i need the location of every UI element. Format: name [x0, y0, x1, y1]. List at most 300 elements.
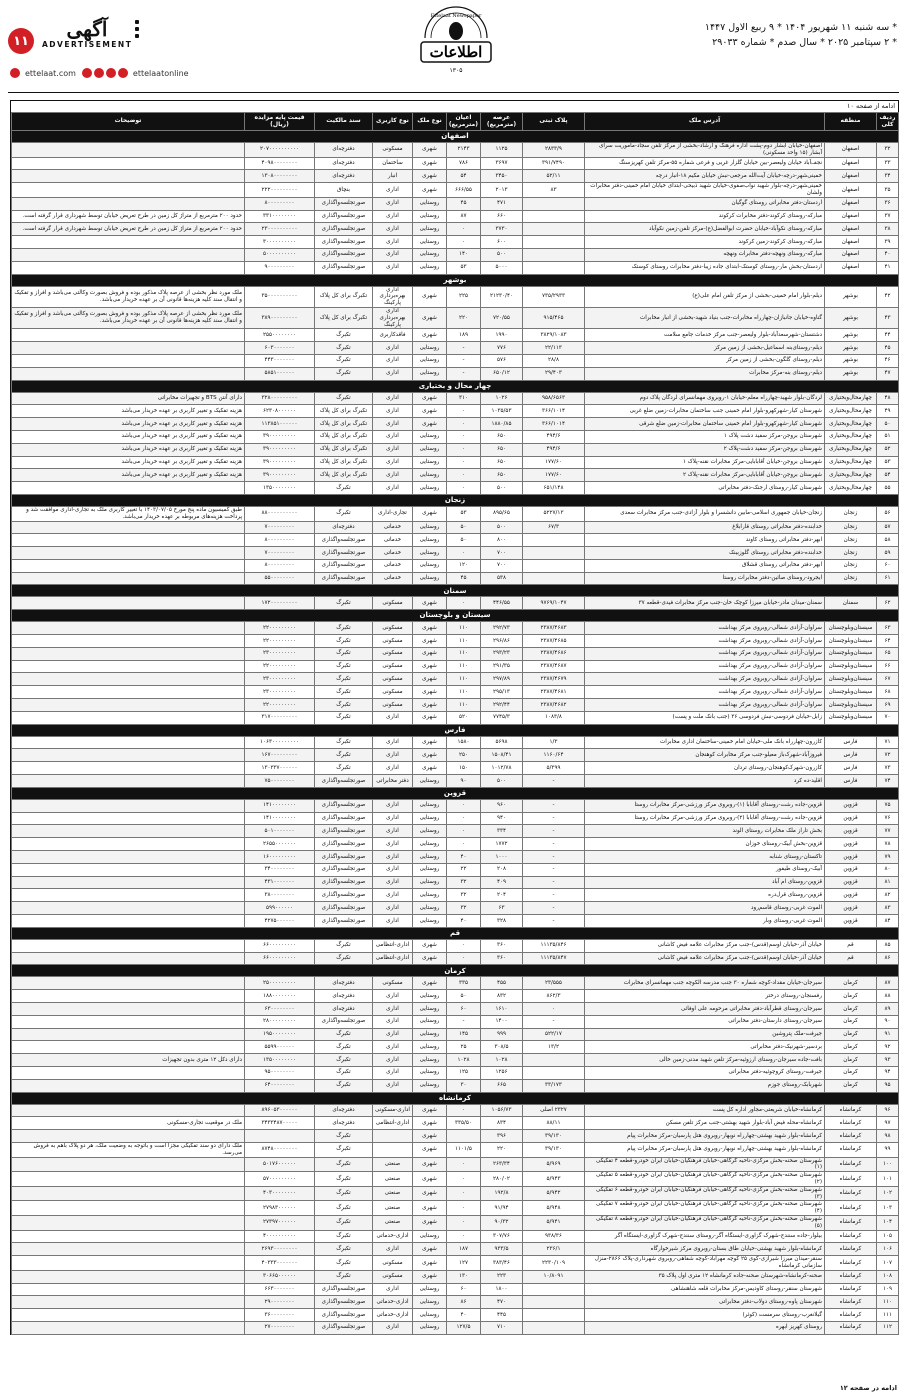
cell-building-area: ۲۵۰ — [447, 749, 481, 762]
table-row — [12, 1015, 899, 1028]
cell-row-number: ۳۶ — [877, 197, 899, 210]
cell-base-price: ۲۹۰۰۰۰۰۰۰۰ — [245, 1296, 315, 1309]
table-row — [12, 673, 899, 686]
table-row — [12, 236, 899, 249]
cell-notes — [12, 1256, 245, 1271]
cell-land-area: ۶۶۰ — [481, 210, 523, 223]
cell-property-type: روستایی — [413, 534, 447, 547]
table-row — [12, 1243, 899, 1256]
cell-notes — [12, 143, 245, 158]
cell-registration-plate: ۸۳ — [523, 183, 585, 198]
cell-address: شهرستان صحنه-بخش مرکزی-ناحیه گرگاهی-خیابان فرهنگیان-خیابان ایران خودرو-قطعه ۶ تفکیکی (۳) — [585, 1186, 825, 1201]
cell-land-use: اداری — [373, 367, 413, 380]
cell-land-area: ۷۰۰ — [481, 559, 523, 572]
cell-land-use: اداری-خدماتی — [373, 1230, 413, 1243]
cell-deed-type: صورتجلسه‌واگذاری — [315, 261, 373, 274]
cell-land-use: دفتر مخابراتی — [373, 775, 413, 788]
cell-row-number: ۸۳ — [877, 902, 899, 915]
cell-land-use: مسکونی — [373, 686, 413, 699]
cell-land-area: ۱۷۷۲ — [481, 838, 523, 851]
cell-deed-type: تکبرگ — [315, 1256, 373, 1271]
cell-notes: ملک دارای دو سند تفکیکی مجزا است و باتوجه به وضعیت ملک، هر دو پلاک باهم به فروش می‌رسد. — [12, 1142, 245, 1157]
cell-notes: حدود ۲۰۰ مترمربع از متراژ کل زمین در طرح تعریض خیابان توسط شهرداری قرار گرفته است. — [12, 210, 245, 223]
cell-land-use: اداری — [373, 223, 413, 236]
cell-base-price: ۲۲۰۰۰۰۰۰۰۰۰ — [245, 622, 315, 635]
cell-row-number: ۸۰ — [877, 863, 899, 876]
cell-building-area: ۰ — [447, 430, 481, 443]
cell-land-use: اداری — [373, 236, 413, 249]
cell-land-use: مسکونی — [373, 647, 413, 660]
table-row — [12, 1054, 899, 1067]
cell-registration-plate: ۲۳۸۷/۴۶۸۵ — [523, 635, 585, 648]
cell-address: شهرستان صحنه-بخش مرکزی-ناحیه گرگاهی-خیابان فرهنگیان-خیابان ایران خودرو-قطعه ۸ تفکیکی (۵) — [585, 1215, 825, 1230]
cell-region: اصفهان — [825, 170, 877, 183]
cell-address: مبارکه-روستای نکوآباد-خیابان حضرت ابوالفضل(ع)-مرکز تلفن-زمین نکوآباد — [585, 223, 825, 236]
cell-region: قم — [825, 939, 877, 952]
cell-base-price: ۳۹۰۰۰۰۰۰۰۰۰ — [245, 443, 315, 456]
cell-building-area: ۴۰ — [447, 915, 481, 928]
col-land-use-header: نوع کاربری — [373, 113, 413, 131]
cell-notes — [12, 736, 245, 749]
cell-address: اصفهان-خیابان آبشار دوم-پشت اداره فرهنگ و ارشاد-بخشی از مرکز تلفن سجاد-ماموریت سرای آبشار (۱۵ واحد مسکونی) — [585, 143, 825, 158]
cell-notes — [12, 1130, 245, 1143]
cell-registration-plate: ۲۳۶/۱ — [523, 1243, 585, 1256]
cell-building-area: ۲۲۰ — [447, 307, 481, 328]
cell-registration-plate — [523, 261, 585, 274]
cell-building-area: ۰ — [447, 469, 481, 482]
cell-address: قزوین-روستای ام آباد — [585, 876, 825, 889]
cell-base-price: ۸۰۰۰۰۰۰۰۰۰ — [245, 559, 315, 572]
table-row — [12, 534, 899, 547]
section-header-row — [12, 274, 899, 286]
cell-land-area: ۲۸۰/۰۲ — [481, 1172, 523, 1187]
cell-base-price: ۱۳۵۰۰۰۰۰۰۰۰ — [245, 482, 315, 495]
cell-base-price: ۵۵۹۹۰۰۰۰۰۰ — [245, 1041, 315, 1054]
cell-deed-type: دفترچه‌ای — [315, 521, 373, 534]
cell-row-number: ۴۵ — [877, 342, 899, 355]
cell-building-area: ۴۵ — [447, 197, 481, 210]
cell-row-number: ۷۳ — [877, 762, 899, 775]
cell-base-price: ۲۲۰۰۰۰۰۰۰۰۰ — [245, 660, 315, 673]
table-row — [12, 248, 899, 261]
cell-base-price: ۱۷۲۰۰۰۰۰۰۰۰۰ — [245, 597, 315, 610]
youtube-icon[interactable] — [106, 68, 116, 78]
cell-land-area: ۲۹۵/۱۳ — [481, 686, 523, 699]
cell-property-type: شهری — [413, 1157, 447, 1172]
cell-address: بخش تاراز ملک مخابرات روستای الوند — [585, 825, 825, 838]
cell-notes: هزینه تفکیک و تغییر کاربری بر عهده خریدار می‌باشد — [12, 456, 245, 469]
cell-land-use: اداری — [373, 183, 413, 198]
cell-deed-type: تکبرگ برای کل پلاک — [315, 286, 373, 307]
cell-land-use: مسکونی — [373, 143, 413, 158]
cell-land-use — [373, 1142, 413, 1157]
cell-registration-plate: ۸۸/۱۱ — [523, 1117, 585, 1130]
cell-notes: دارای دکل ۱۲ متری بدون تجهیزات — [12, 1054, 245, 1067]
cell-land-use: اداری بهره‌برداری پارکینگ — [373, 307, 413, 328]
col-row-number-header: ردیف کلی — [877, 113, 899, 131]
cell-land-use: اداری — [373, 1054, 413, 1067]
cell-address: خدابنده-دفتر مخابراتی روستای قارابلاغ — [585, 521, 825, 534]
cell-land-area: ۱۱۲۵ — [481, 143, 523, 158]
cell-row-number: ۱۱۲ — [877, 1321, 899, 1334]
table-row — [12, 1104, 899, 1117]
table-row — [12, 1309, 899, 1322]
cell-base-price: ۳۴۰۰۰۰۰۰۰۰ — [245, 863, 315, 876]
table-row — [12, 143, 899, 158]
cell-address: ابهر-دفتر مخابراتی روستای کاوند — [585, 534, 825, 547]
cell-row-number: ۴۹ — [877, 405, 899, 418]
cell-deed-type: تکبرگ — [315, 711, 373, 724]
cell-deed-type: تکبرگ — [315, 647, 373, 660]
cell-building-area: ۰ — [447, 405, 481, 418]
website-text[interactable]: ettelaat.com — [25, 68, 76, 78]
cell-row-number: ۴۰ — [877, 248, 899, 261]
cell-row-number: ۵۶ — [877, 506, 899, 521]
cell-registration-plate: ۵/۹۴۸ — [523, 1201, 585, 1216]
cell-registration-plate — [523, 1296, 585, 1309]
cell-property-type: شهری — [413, 1186, 447, 1201]
cell-land-use: ساختمان — [373, 157, 413, 170]
cell-base-price: ۳۸۰۰۰۰۰۰۰۰ — [245, 889, 315, 902]
cell-property-type: شهری — [413, 170, 447, 183]
cell-registration-plate — [523, 197, 585, 210]
cell-property-type: روستایی — [413, 851, 447, 864]
cell-land-use: مسکونی — [373, 699, 413, 712]
cell-registration-plate: ۳۳/۱۷۳ — [523, 1079, 585, 1092]
cell-address: سراوان-آزادی شمالی-روبروی مرکز بهداشت — [585, 622, 825, 635]
cell-deed-type: تکبرگ — [315, 1054, 373, 1067]
cell-deed-type: بنچاق — [315, 183, 373, 198]
cell-land-use: اداری — [373, 990, 413, 1003]
cell-land-use: اداری-خدماتی — [373, 1296, 413, 1309]
cell-notes — [12, 534, 245, 547]
cell-address: کرمانشاه-بلوار شهید بهشتی-چهارراه نوبهار-روبروی هتل پارسیان-مرکز مخابرات پیام — [585, 1142, 825, 1157]
web-icon[interactable] — [10, 68, 20, 78]
cell-region: سمنان — [825, 597, 877, 610]
cell-property-type: روستایی — [413, 775, 447, 788]
cell-notes — [12, 559, 245, 572]
cell-region: چهارمحال‌وبختیاری — [825, 469, 877, 482]
table-row — [12, 699, 899, 712]
cell-base-price: ۲۷۳۹۷۰۰۰۰۰۰ — [245, 1215, 315, 1230]
section-title: سمنان — [12, 585, 899, 597]
cell-region: سیستان‌وبلوچستان — [825, 711, 877, 724]
cell-notes — [12, 635, 245, 648]
cell-registration-plate: ۲۳۲۷ اصلی — [523, 1104, 585, 1117]
table-row — [12, 1130, 899, 1143]
cell-notes: حدود ۲۰۰ مترمربع از متراژ کل زمین در طرح تعریض خیابان توسط شهرداری قرار گرفته است. — [12, 223, 245, 236]
cell-building-area: ۰ — [447, 597, 481, 610]
cell-property-type: روستایی — [413, 1079, 447, 1092]
cell-notes — [12, 1028, 245, 1041]
cell-property-type: روستایی — [413, 838, 447, 851]
cell-land-use: انبار — [373, 170, 413, 183]
cell-land-use: اداری — [373, 889, 413, 902]
cell-property-type: روستایی — [413, 1230, 447, 1243]
social-handle[interactable]: ettelaatonline — [132, 68, 189, 78]
cell-row-number: ۵۳ — [877, 456, 899, 469]
cell-property-type: شهری — [413, 157, 447, 170]
cell-registration-plate: ۰ — [523, 1003, 585, 1016]
cell-base-price: ۲۳۰۰۰۰۰۰۰۰۰ — [245, 686, 315, 699]
cell-region: کرمانشاه — [825, 1130, 877, 1143]
cell-land-use: اداری — [373, 863, 413, 876]
cell-row-number: ۶۱ — [877, 572, 899, 585]
cell-land-area: ۱۸۸۰/۸۵ — [481, 418, 523, 431]
section-title: کرمانشاه — [12, 1092, 899, 1104]
cell-property-type: روستایی — [413, 1028, 447, 1041]
cell-building-area: ۱۱۰ — [447, 660, 481, 673]
cell-building-area: ۰ — [447, 1157, 481, 1172]
cell-row-number: ۶۳ — [877, 622, 899, 635]
cell-property-type: روستایی — [413, 469, 447, 482]
cell-region: کرمان — [825, 1003, 877, 1016]
cell-address: شهرستان صحنه-بخش مرکزی-ناحیه گرگاهی-خیابان فرهنگیان-خیابان ایران خودرو-قطعه ۴ تفکیکی (۱) — [585, 1157, 825, 1172]
cell-land-area: ۱۶۱۰ — [481, 1003, 523, 1016]
cell-land-use: اداری — [373, 1321, 413, 1334]
cell-property-type: شهری — [413, 392, 447, 405]
cell-region: اصفهان — [825, 157, 877, 170]
cell-land-area: ۶۶۵ — [481, 1079, 523, 1092]
cell-property-type: شهری — [413, 506, 447, 521]
cell-region: کرمانشاه — [825, 1283, 877, 1296]
cell-land-area: ۸۰۰ — [481, 534, 523, 547]
instagram-icon[interactable] — [82, 68, 92, 78]
cell-land-area: ۷۰۰ — [481, 547, 523, 560]
cell-deed-type: صورتجلسه‌واگذاری — [315, 572, 373, 585]
cell-deed-type: صورتجلسه‌واگذاری — [315, 889, 373, 902]
cell-base-price: ۶۰۳۰۰۰۰۰۰۰ — [245, 342, 315, 355]
cell-address: صحنه-کرمانشاه-شهرستان صحنه-جاده کرمانشاه ۱۲ متری اول پلاک ۳۵ — [585, 1270, 825, 1283]
col-building-area-header: اعیان (مترمربع) — [447, 113, 481, 131]
cell-registration-plate: - — [523, 863, 585, 876]
cell-row-number: ۶۷ — [877, 673, 899, 686]
cell-land-area: ۹۴۰ — [481, 812, 523, 825]
cell-registration-plate: ۲۳۸۷/۴۶۸۲ — [523, 699, 585, 712]
cell-deed-type: تکبرگ — [315, 392, 373, 405]
cell-row-number: ۹۱ — [877, 1028, 899, 1041]
cell-deed-type: دفترچه‌ای — [315, 143, 373, 158]
cell-land-area: ۱۰۱۲/۷۸ — [481, 762, 523, 775]
table-row — [12, 1283, 899, 1296]
cell-building-area: ۰ — [447, 1215, 481, 1230]
cell-property-type: روستایی — [413, 248, 447, 261]
cell-deed-type: صورتجلسه‌واگذاری — [315, 1296, 373, 1309]
cell-land-area: ۱۰۳۵/۵۳ — [481, 405, 523, 418]
cell-address: سنقر-میدان میرزا شیرازی-کوی ۲۵ کوچه مهرآباد-کوچه شفاهی-روبروی شهرداری-پلاک ۲۸۶۶-منزل سازمانی کرمانشاه — [585, 1256, 825, 1271]
cell-land-area: ۳۷۳۰ — [481, 223, 523, 236]
social-links — [10, 66, 195, 80]
cell-deed-type: تکبرگ — [315, 506, 373, 521]
cell-row-number: ۵۵ — [877, 482, 899, 495]
cell-land-use: اداری — [373, 851, 413, 864]
cell-notes — [12, 1015, 245, 1028]
cell-base-price: ۵۰۱۰۰۰۰۰۰۰ — [245, 825, 315, 838]
cell-row-number: ۵۱ — [877, 430, 899, 443]
cell-registration-plate: ۱۷۷/۶۰ — [523, 456, 585, 469]
col-address-header: آدرس ملک — [585, 113, 825, 131]
cell-deed-type: تکبرگ — [315, 635, 373, 648]
cell-notes — [12, 647, 245, 660]
cell-building-area: ۱۲۷ — [447, 1256, 481, 1271]
cell-base-price: ۴۰۹۸۰۰۰۰۰۰۰۰ — [245, 157, 315, 170]
cell-row-number: ۸۱ — [877, 876, 899, 889]
cell-row-number: ۴۲ — [877, 286, 899, 307]
cell-base-price: ۲۵۵۰۰۰۰۰۰۰۰ — [245, 329, 315, 342]
cell-deed-type: دفترچه‌ای — [315, 157, 373, 170]
table-row — [12, 876, 899, 889]
cell-registration-plate — [523, 1309, 585, 1322]
cell-base-price: ۸۸۰۰۰۰۰۰۰۰۰۰ — [245, 506, 315, 521]
cell-row-number: ۴۱ — [877, 261, 899, 274]
cell-registration-plate: ۲۸۳۳/۹ — [523, 143, 585, 158]
cell-address: ابهر-دفتر مخابراتی روستای قشلاق — [585, 559, 825, 572]
cell-region: کرمانشاه — [825, 1309, 877, 1322]
cell-building-area: ۰ — [447, 812, 481, 825]
table-row — [12, 1296, 899, 1309]
cell-property-type: شهری — [413, 622, 447, 635]
cell-land-use: مسکونی — [373, 1256, 413, 1271]
cell-land-use: اداری-مسکونی — [373, 1104, 413, 1117]
cell-building-area: ۰ — [447, 443, 481, 456]
section-header-row — [12, 787, 899, 799]
cell-deed-type: دفترچه‌ای — [315, 1104, 373, 1117]
cell-row-number: ۷۴ — [877, 775, 899, 788]
cell-notes — [12, 1201, 245, 1216]
cell-base-price: ۹۰۰۰۰۰۰۰۰۰ — [245, 261, 315, 274]
cell-row-number: ۱۰۸ — [877, 1270, 899, 1283]
cell-address: شهرستان بروجن-مرکز سفید دشت پلاک ۱ — [585, 430, 825, 443]
cell-notes — [12, 157, 245, 170]
cell-registration-plate: ۱۰/۸۰۹۱ — [523, 1270, 585, 1283]
cell-deed-type: تکبرگ برای کل پلاک — [315, 469, 373, 482]
table-row — [12, 660, 899, 673]
cell-row-number: ۹۸ — [877, 1130, 899, 1143]
cell-region: بوشهر — [825, 367, 877, 380]
cell-region: سیستان‌وبلوچستان — [825, 622, 877, 635]
cell-address: مبارکه-روستای ونهچه-دفتر مخابرات ونهچه — [585, 248, 825, 261]
cell-land-use: اداری — [373, 482, 413, 495]
cell-building-area: ۰ — [447, 825, 481, 838]
table-row — [12, 711, 899, 724]
cell-building-area: ۱۲۰ — [447, 559, 481, 572]
cell-land-use: اداری — [373, 812, 413, 825]
cell-row-number: ۵۹ — [877, 547, 899, 560]
cell-base-price: ۳۹۰۰۰۰۰۰۰۰۰ — [245, 469, 315, 482]
table-row — [12, 506, 899, 521]
cell-deed-type: صورتجلسه‌واگذاری — [315, 812, 373, 825]
cell-land-use: اداری-خدماتی — [373, 1309, 413, 1322]
cell-region: اصفهان — [825, 236, 877, 249]
cell-deed-type: صورتجلسه‌واگذاری — [315, 775, 373, 788]
cell-base-price: ۸۰۰۰۰۰۰۰۰۰ — [245, 534, 315, 547]
cell-notes — [12, 236, 245, 249]
cell-property-type: روستایی — [413, 812, 447, 825]
cell-registration-plate: ۱/۳ — [523, 736, 585, 749]
cell-land-area: ۱۰۰۰ — [481, 851, 523, 864]
cell-region: کرمانشاه — [825, 1296, 877, 1309]
cell-land-area: ۶۵۰ — [481, 469, 523, 482]
cell-land-area: ۲۲۳ — [481, 1270, 523, 1283]
section-title: فارس — [12, 724, 899, 736]
table-row — [12, 838, 899, 851]
cell-region: سیستان‌وبلوچستان — [825, 647, 877, 660]
cell-registration-plate: ۱۰۸۳/۸ — [523, 711, 585, 724]
cell-notes — [12, 775, 245, 788]
cell-notes — [12, 1230, 245, 1243]
cell-land-area: ۸۳۲ — [481, 990, 523, 1003]
cell-row-number: ۷۷ — [877, 825, 899, 838]
cell-registration-plate: - — [523, 775, 585, 788]
cell-notes — [12, 482, 245, 495]
cell-base-price: ۳۳۱۰۰۰۰۰۰۰۰ — [245, 210, 315, 223]
cell-region: کرمان — [825, 1054, 877, 1067]
table-row — [12, 635, 899, 648]
cell-property-type: روستایی — [413, 354, 447, 367]
cell-property-type: روستایی — [413, 547, 447, 560]
table-row — [12, 597, 899, 610]
cell-address: قزوین-جاده رشت-روستای آقابابا (۱)-روبروی مرکز ورزشی-مرکز مخابرات روستا — [585, 799, 825, 812]
telegram-icon[interactable] — [94, 68, 104, 78]
cell-row-number: ۶۸ — [877, 686, 899, 699]
cell-building-area: - — [447, 342, 481, 355]
cell-land-area: ۲۰۱۳ — [481, 183, 523, 198]
ad-title-fa: آگهی — [66, 17, 108, 41]
cell-land-area: ۳۰۸/۵ — [481, 1041, 523, 1054]
table-row — [12, 469, 899, 482]
cell-building-area: ۴۰ — [447, 1309, 481, 1322]
cell-base-price: ۵۸۵۱۰۰۰۰۰۰ — [245, 367, 315, 380]
cell-notes — [12, 1283, 245, 1296]
cell-land-use: تجاری-اداری — [373, 506, 413, 521]
cell-land-area: ۶۳ — [481, 902, 523, 915]
cell-region: بوشهر — [825, 329, 877, 342]
cell-registration-plate: ۲۳۸۷/۴۶۷۹ — [523, 673, 585, 686]
cell-property-type: روستایی — [413, 902, 447, 915]
cell-base-price: ۷۵۰۰۰۰۰۰۰۰ — [245, 775, 315, 788]
cell-land-use: فاقدکاربری — [373, 329, 413, 342]
cell-base-price: ۲۲۰۰۰۰۰۰۰۰۰ — [245, 635, 315, 648]
cell-land-area: ۲۲۰ — [481, 1142, 523, 1157]
table-row — [12, 775, 899, 788]
cell-property-type: شهری — [413, 329, 447, 342]
cell-registration-plate: - — [523, 825, 585, 838]
cell-building-area: ۰ — [447, 236, 481, 249]
cell-base-price: ۶۳۰۰۰۰۰۰۰۰ — [245, 1003, 315, 1016]
cell-property-type: شهری — [413, 647, 447, 660]
cell-region: قزوین — [825, 851, 877, 864]
cell-notes — [12, 1215, 245, 1230]
cell-property-type: شهری — [413, 418, 447, 431]
cell-land-area: ۱۰۲۸ — [481, 1054, 523, 1067]
section-title: کرمان — [12, 965, 899, 977]
cell-land-area: ۷۲۰/۵۵ — [481, 307, 523, 328]
cell-base-price: ۱۳۵۰۰۰۰۰۰۰۰ — [245, 1054, 315, 1067]
cell-registration-plate — [523, 1283, 585, 1296]
cell-address: سراوان-آزادی شمالی-روبروی مرکز بهداشت — [585, 673, 825, 686]
cell-notes — [12, 367, 245, 380]
cell-address: فیروزآباد-شهرک‌باز معیلو-جنب مرکز مخابرات کوهنجان — [585, 749, 825, 762]
cell-row-number: ۳۸ — [877, 223, 899, 236]
cell-deed-type: صورتجلسه‌واگذاری — [315, 863, 373, 876]
cell-property-type: شهری — [413, 699, 447, 712]
twitter-icon[interactable] — [118, 68, 128, 78]
table-row — [12, 1117, 899, 1130]
cell-notes — [12, 354, 245, 367]
cell-building-area: ۱۳۰ — [447, 1270, 481, 1283]
cell-base-price: ۳۵۰۰۰۰۰۰۰۰۰۰ — [245, 286, 315, 307]
cell-property-type: روستایی — [413, 210, 447, 223]
